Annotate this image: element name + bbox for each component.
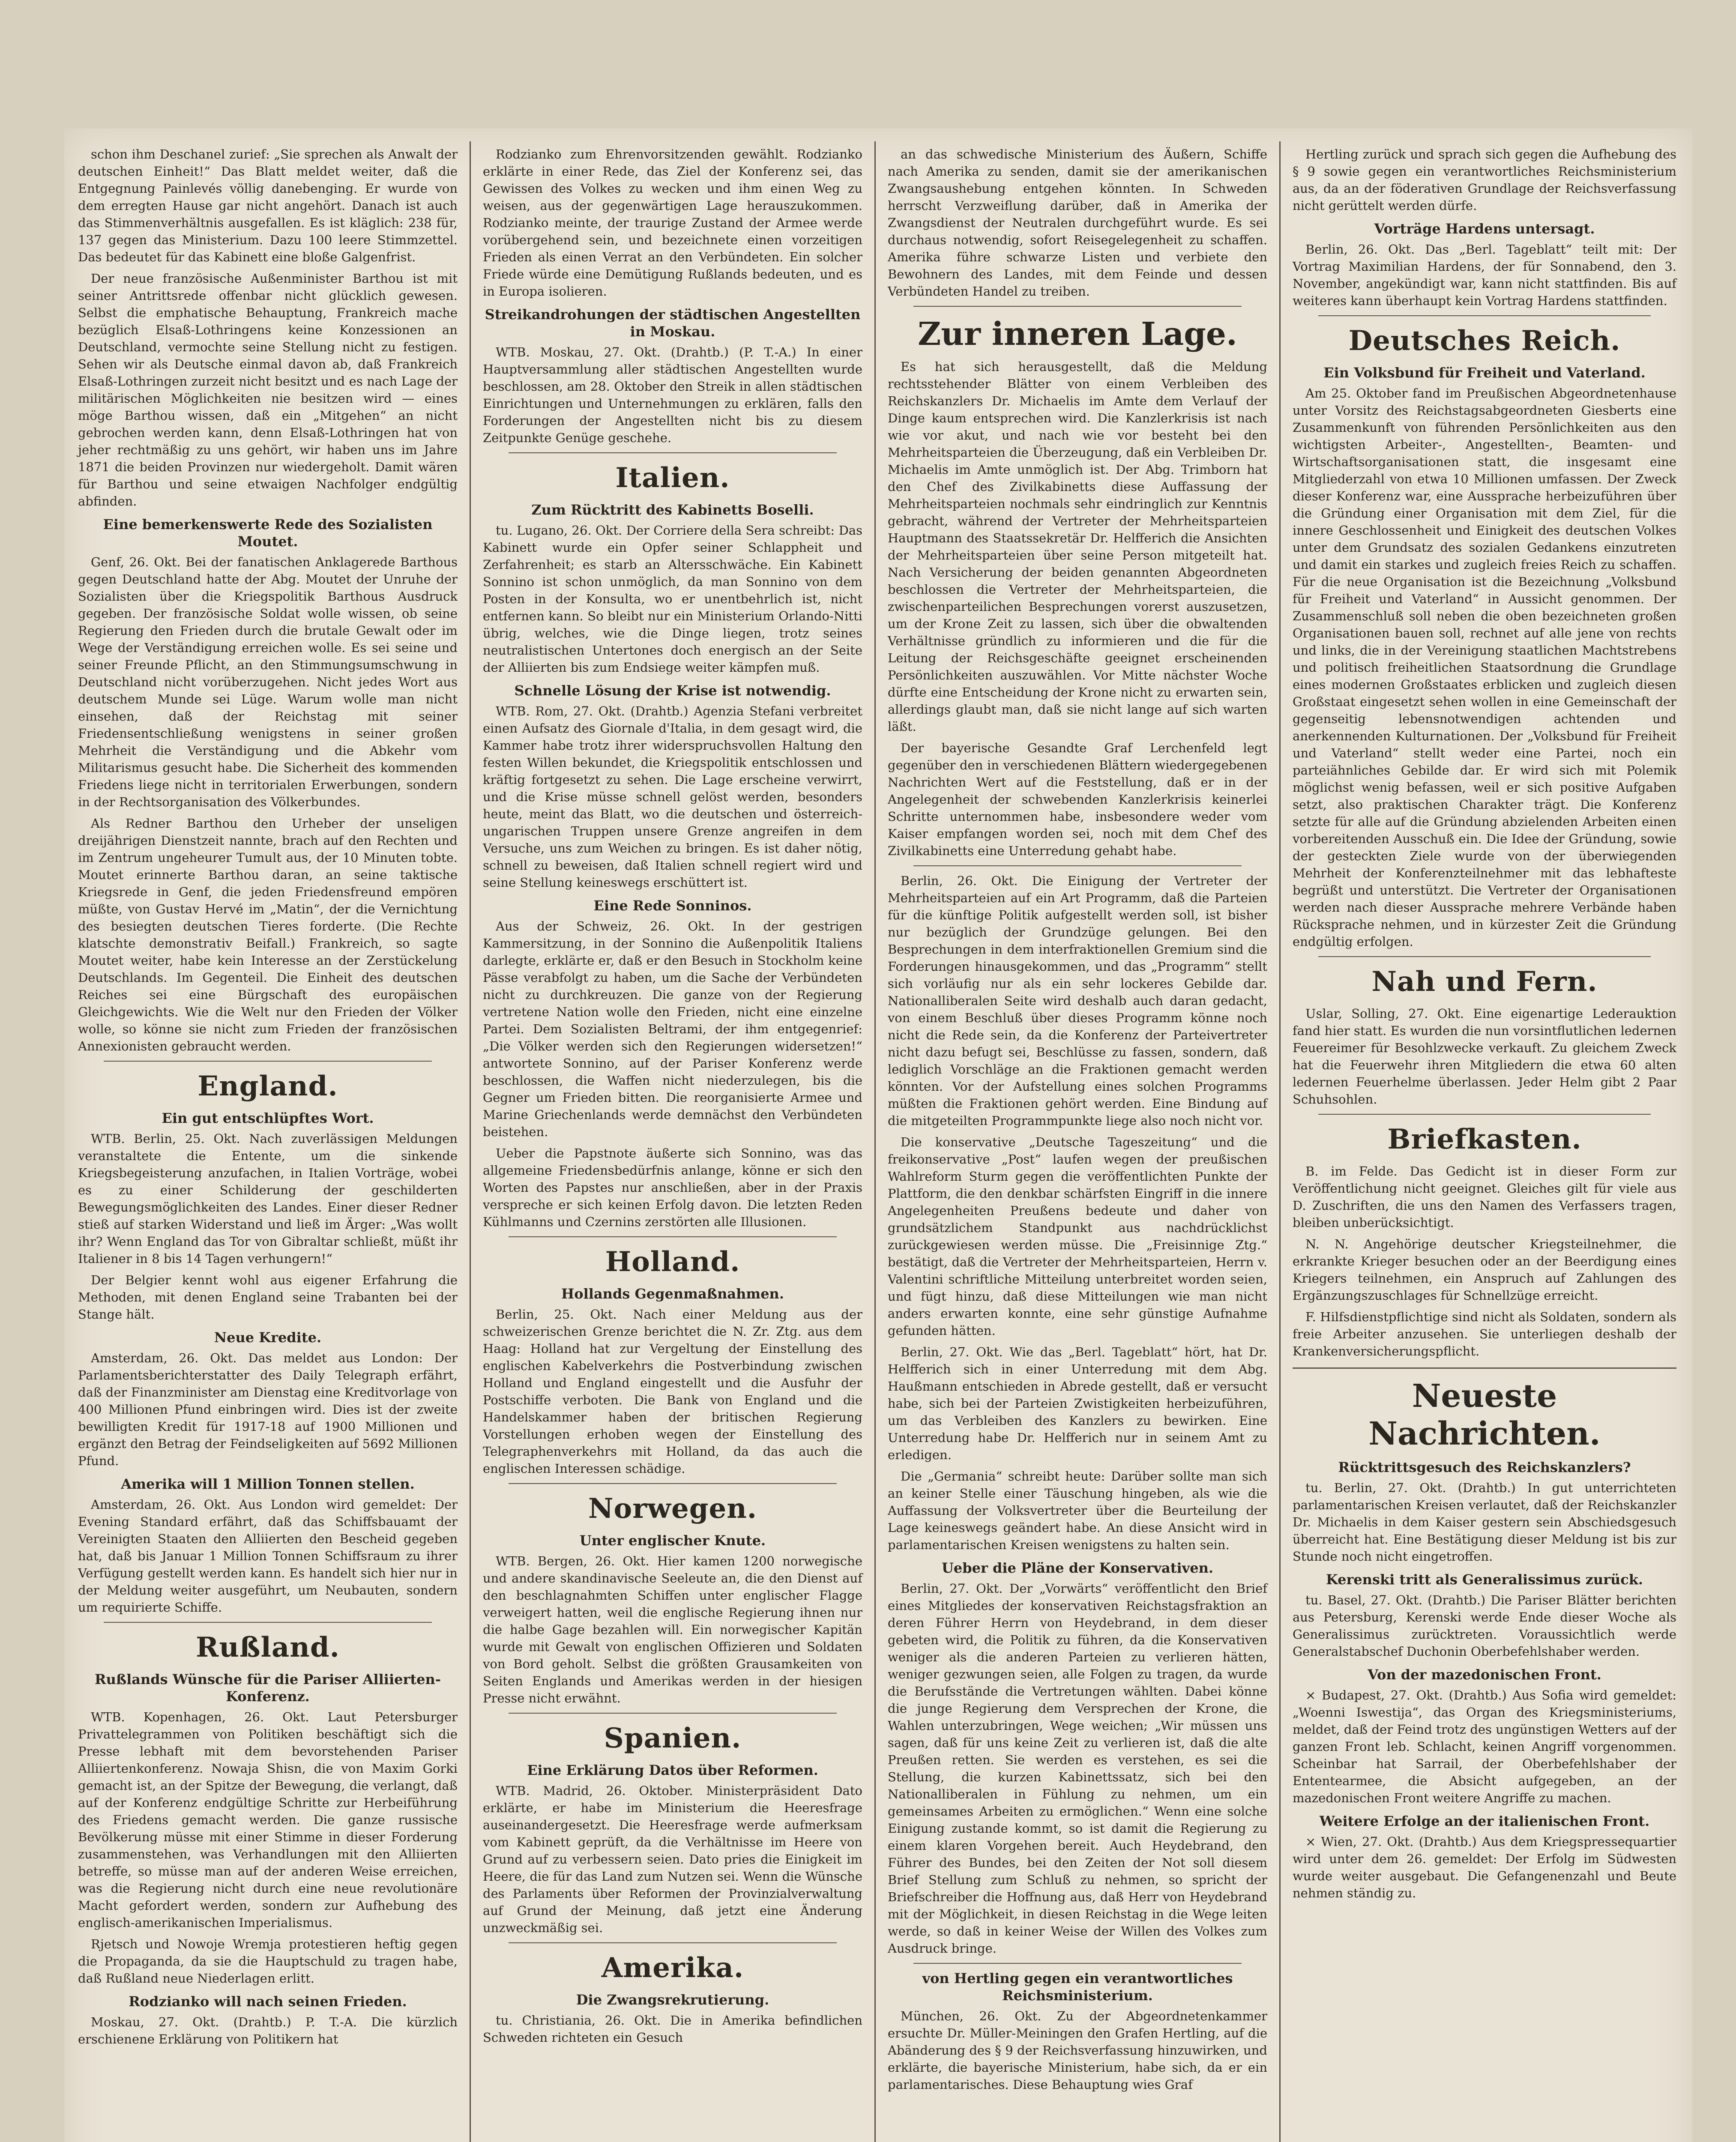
article-paragraph: tu. Lugano, 26. Okt. Der Corriere della Sera schreibt: Das Kabinett wurde ein Opfer seiner Schlappheit und Zerfahrenheit; es starb an Altersschwäche. Ein Kabinett Sonnino ist schon unmöglich, da man Sonnino von dem Posten in der Konsulta, wo er unentbehrlich ist, nicht entfernen kann. So bleibt nur ein Ministerium Orlando-Nitti übrig, welches, wie die Dinge liegen, trotz seines neutralistischen Untertones doch energisch an der Seite der Alliierten bis zum Endsiege weiter kämpfen muß. — [483, 523, 862, 675]
section-heading: Holland. — [605, 1246, 740, 1278]
article-paragraph: Berlin, 27. Okt. Der „Vorwärts“ veröffentlicht den Brief eines Mitgliedes der konservativen Reichstagsfraktion an deren Führer Herrn von Heydebrand, in dem dieser gebeten wird, die Politik zu führen, da die Konservativen weniger als die anderen Parteien zu verlieren hätten, weniger gezwungen seien, alle Folgen zu tragen, da wurde die Berufsstände die Vertretungen wählten. Dabei könne die junge Regierung dem Versprechen der Krone, die Wahlen unterzubringen, Wege weichen; „Wir müssen uns sagen, daß für uns keine Zeit zu verlieren ist, daß die alte Preußen retten. Sie werden es verstehen, es sei die Stellung, die kurzen Kabinettssatz, sich bei den Nationalliberalen in Fühlung zu nehmen, um ein gemeinsames Arbeiten zu ermöglichen.“ Wenn eine solche Einigung zustande kommt, so ist damit die Regierung zu einem klaren Vorgehen bereit. Auch Heydebrand, den Führer des Bundes, bei den Zeiten der Not soll diesem Brief Stellung zum Schluß zu nehmen, so spricht der Briefschreiber die Hoffnung aus, daß Herr von Heydebrand mit der Möglichkeit, in diesen Reichstag in die Wege leiten werde, so daß in keiner Weise der Willen des Volkes zum Ausdruck bringe. — [888, 1581, 1267, 1956]
article-paragraph: Uslar, Solling, 27. Okt. Eine eigenartige Lederauktion fand hier statt. Es wurden die nun vorsintflutlichen ledernen Feuereimer für Besohlzwecke verkauft. Zu gleichem Zweck hat die Feuerwehr ihren Mitgliedern die etwa 60 alten ledernen Feuerhelme überlassen. Jeder Helm gibt 2 Paar Schuhsohlen. — [1293, 1006, 1676, 1107]
article-paragraph: Der bayerische Gesandte Graf Lerchenfeld legt gegenüber den in verschiedenen Blättern wiedergegebenen Nachrichten Wert auf die Feststellung, daß er in der Angelegenheit der schwebenden Kanzlerkrisis keinerlei Schritte unternommen habe, insbesondere weder vom Kaiser empfangen worden sei, noch mit dem Chef des Zivilkabinetts eine Unterredung gehabt habe. — [888, 741, 1267, 858]
article-paragraph: F. Hilfsdienstpflichtige sind nicht als Soldaten, sondern als freie Arbeiter anzusehen. Sie unterliegen deshalb der Krankenversicherungspflicht. — [1293, 1310, 1676, 1358]
article-subheading: Streikandrohungen der städtischen Angestellten in Moskau. — [485, 306, 861, 340]
section-heading: Italien. — [615, 462, 730, 494]
article-paragraph: WTB. Kopenhagen, 26. Okt. Laut Petersburger Privattelegrammen von Politiken beschäftigt sich die Presse lebhaft mit dem bevorstehenden Pariser Alliiertenkonferenz. Nowaja Shisn, die von Maxim Gorki gemacht ist, an der Spitze der Bewegung, die verlangt, daß auf der Konferenz endgültige Schritte zur Herbeiführung des Friedens gemacht werden. Die ganze russische Bevölkerung müsse mit einer Stimme in dieser Forderung zusammenstehen, was Verhandlungen mit den Alliierten betreffe, so müsse man auf der anderen Weise erreichen, was die Regierung nicht durch eine neue revolutionäre Macht gefordert werden, sondern zur Aufhebung des englisch-amerikanischen Imperialismus. — [78, 1710, 458, 1930]
article-paragraph: WTB. Rom, 27. Okt. (Drahtb.) Agenzia Stefani verbreitet einen Aufsatz des Giornale d'Italia, in dem gesagt wird, die Kammer habe trotz ihrer widerspruchsvollen Haltung den festen Willen bekundet, die Kriegspolitik entschlossen und kräftig fortgesetzt zu sehen. Die Lage erscheine verwirrt, und die Krise müsse schnell gelöst werden, besonders heute, meint das Blatt, wo die deutschen und österreich-ungarischen Truppen unsere Grenze angreifen in dem Versuche, uns zum Weichen zu bringen. Es ist daher nötig, schnell zu beweisen, daß Italien schnell regiert wird und seine Stellung keineswegs erschüttert ist. — [483, 704, 862, 890]
article-paragraph: Moskau, 27. Okt. (Drahtb.) P. T.-A. Die kürzlich erschienene Erklärung von Politikern hat — [78, 2015, 458, 2046]
article-subheading: Rußlands Wünsche für die Pariser Alliierten-Konferenz. — [94, 1671, 441, 1705]
article-paragraph: an das schwedische Ministerium des Äußern, Schiffe nach Amerika zu senden, damit sie der amerikanischen Zwangsaushebung entgehen könnten. In Schweden herrscht Verzweiflung darüber, daß in Amerika der Zwangsdienst der Neutralen durchgeführt wurde. Es sei durchaus notwendig, sofort Reisegelegenheit zu schaffen. Amerika führe schwarze Listen und verbiete den Bewohnern des Landes, mit dem Feinde und dessen Verbündeten Handel zu treiben. — [888, 147, 1267, 299]
section-divider — [104, 1622, 432, 1623]
article-paragraph: Hertling zurück und sprach sich gegen die Aufhebung des § 9 sowie gegen ein verantwortliches Reichsministerium aus, da an der föderativen Grundlage der Reichsverfassung nicht gerüttelt werden dürfe. — [1293, 147, 1676, 213]
article-paragraph: Berlin, 27. Okt. Wie das „Berl. Tageblatt“ hört, hat Dr. Helfferich sich in einer Unterredung mit dem Abg. Haußmann entschieden in Abrede gestellt, daß er versucht habe, sich bei der Parteien Zwistigkeiten herbeizuführen, um das Verbleiben des Kanzlers zu bewirken. Eine Unterredung habe Dr. Helfferich nur in seinem Amt zu erledigen. — [888, 1345, 1267, 1462]
article-paragraph: WTB. Moskau, 27. Okt. (Drahtb.) (P. T.-A.) In einer Hauptversammlung aller städtischen Angestellten wurde beschlossen, am 28. Oktober den Streik in allen städtischen Einrichtungen und Unternehmungen zu erklären, falls den Forderungen der Angestellten nicht bis zu diesem Zeitpunkte Genüge geschehe. — [483, 345, 862, 445]
article-paragraph: Genf, 26. Okt. Bei der fanatischen Anklagerede Barthous gegen Deutschland hatte der Abg. Moutet der Unruhe der Sozialisten über die Kriegspolitik Barthous Ausdruck gegeben. Der französische Soldat wolle wissen, ob seine Regierung den Frieden durch die brutale Gewalt oder im Wege der Verständigung erreichen wolle. Es sei seine und seiner Freunde Pflicht, an den Stimmungsumschwung in Deutschland nicht vorüberzugehen. Nicht jedes Wort aus deutschem Munde sei Lüge. Warum wolle man nicht einsehen, daß der Reichstag mit seiner Friedensentschließung wenigstens in seiner großen Mehrheit die Verständigung und die Abkehr vom Militarismus gesucht habe. Die Sicherheit des kommenden Friedens liege nicht in territorialen Erwerbungen, sondern in der Rechtsorganisation des Völkerbundes. — [78, 555, 458, 809]
article-paragraph: Berlin, 26. Okt. Das „Berl. Tageblatt“ teilt mit: Der Vortrag Maximilian Hardens, der für Sonnabend, den 3. November, angekündigt war, kann nicht stattfinden. Bis auf weiteres kann überhaupt kein Vortrag Hardens stattfinden. — [1293, 242, 1676, 308]
newspaper-page — [64, 129, 1692, 2142]
article-subheading: Neue Kredite. — [214, 1329, 322, 1346]
section-divider — [509, 1483, 837, 1484]
section-heading: Amerika. — [601, 1952, 744, 1984]
column-1 — [69, 146, 467, 2142]
article-subheading: Unter englischer Knute. — [579, 1532, 766, 1549]
article-paragraph: schon ihm Deschanel zurief: „Sie sprechen als Anwalt der deutschen Einheit!“ Das Blatt meldet weiter, daß die Entgegnung Painlevés völlig danebenging. Er wurde von dem erregten Hause gar nicht angehört. Danach ist auch das Stimmenverhältnis ausgefallen. Es ist kläglich: 238 für, 137 gegen das Ministerium. Dazu 100 leere Stimmzettel. Das bedeutet für das Kabinett eine bloße Galgenfrist. — [78, 147, 458, 264]
article-paragraph: Rjetsch und Nowoje Wremja protestieren heftig gegen die Propaganda, da sie die Hauptschuld zu tragen habe, daß Rußland neue Niederlagen erlitt. — [78, 1937, 458, 1986]
article-subheading: Rücktrittsgesuch des Reichskanzlers? — [1338, 1459, 1631, 1475]
section-divider — [913, 306, 1242, 307]
article-paragraph: Berlin, 25. Okt. Nach einer Meldung aus der schweizerischen Grenze berichtet die N. Zr. Ztg. aus dem Haag: Holland hat zur Vergeltung der Einstellung des englischen Kabelverkehrs die Postverbindung zwischen Holland und England eingestellt und die Ausfuhr der Postschiffe verboten. Die Bank von England und die Handelskammer haben der britischen Regierung Vorstellungen erhoben wegen der Einstellung des Telegraphenverkehrs mit Holland, da das auch die englischen Interessen schädige. — [483, 1307, 862, 1476]
article-paragraph: Am 25. Oktober fand im Preußischen Abgeordnetenhause unter Vorsitz des Reichstagsabgeordneten Giesberts eine Zusammenkunft von führenden Persönlichkeiten aus den wichtigsten Arbeiter-, Angestellten-, Beamten- und Wirtschaftsorganisationen statt, die insgesamt eine Mitgliederzahl von etwa 10 Millionen umfassen. Der Zweck dieser Konferenz war, eine Aussprache herbeizuführen über die Gründung einer Organisation mit dem Ziel, für die innere Geschlossenheit und Einigkeit des deutschen Volkes unter dem Grundsatz des sozialen Gedankens einzutreten und damit ein starkes und zugleich freies Reich zu schaffen. Für die neue Organisation ist die Bezeichnung „Volksbund für Freiheit und Vaterland“ in Aussicht genommen. Der Zusammenschluß soll neben die oben bezeichneten großen Organisationen bauen soll, rechnet auf alle jene von rechts und links, die in der Vereinigung staatlichen Machtstrebens und politisch freiheitlichen Staatsordnung die Grundlage eines modernen Großstaates erblicken und zugleich diesen Großstaat eingesetzt sehen wollen in eine Gemeinschaft der gegenseitig lebensnotwendigen achtenden und anerkennenden Kulturnationen. Der „Volksbund für Freiheit und Vaterland“ stellt weder eine Partei, noch ein parteiähnliches Gebilde dar. Er wird sich mit Polemik möglichst wenig befassen, weil er sich positive Aufgaben setzt, also praktischen Charakter trägt. Die Konferenz setzte für alle auf die Gründung abzielenden Arbeiten einen vorbereitenden Ausschuß ein. Die Idee der Gründung, sowie der gesteckten Ziele wurde von der überwiegenden Mehrheit der Konferenzteilnehmer mit das lebhafteste begrüßt und unterstützt. Die Vertreter der Organisationen werden nach dieser Aussprache mehrere Verbände haben Rücksprache nehmen, und in kürzester Zeit die Gründung endgültig erfolgen. — [1293, 386, 1676, 949]
article-paragraph: Die „Germania“ schreibt heute: Darüber sollte man sich an keiner Stelle einer Täuschung hingeben, als wie die Auffassung der Volksvertreter über die Beurteilung der Lage keineswegs geändert habe. An diese Ansicht wird in parlamentarischen Kreisen wenigstens zu halten sein. — [888, 1469, 1267, 1552]
article-subheading: Vorträge Hardens untersagt. — [1374, 221, 1595, 237]
article-paragraph: WTB. Bergen, 26. Okt. Hier kamen 1200 norwegische und andere skandinavische Seeleute an, die den Dienst auf den beschlagnahmten Schiffen unter englischer Flagge verweigert hatten, weil die englische Regierung ihnen nur die halbe Gage bezahlen will. Ein norwegischer Kapitän wurde mit Gewalt von englischen Offizieren und Soldaten von Bord geholt. Selbst die größten Grausamkeiten von Seiten Englands und Amerikas werden in der hiesigen Presse nicht erwähnt. — [483, 1554, 862, 1705]
section-divider — [1293, 1367, 1676, 1369]
article-subheading: Ein Volksbund für Freiheit und Vaterland. — [1323, 365, 1646, 381]
article-subheading: Ein gut entschlüpftes Wort. — [162, 1110, 374, 1126]
article-paragraph: Der neue französische Außenminister Barthou ist mit seiner Antrittsrede offenbar nicht glücklich gewesen. Selbst die emphatische Behauptung, Frankreich mache bezüglich Elsaß-Lothringens keine Konzessionen an Deutschland, vermochte seine Stellung nicht zu festigen. Sehen wir als Deutsche einmal davon ab, daß Frankreich Elsaß-Lothringen zurzeit nicht besitzt und es nach Lage der militärischen Möglichkeiten nie besitzen wird — eines möge Barthou wissen, daß ein „Mitgehen“ an nicht gebrochen werden kann, denn Elsaß-Lothringen hat von jeher rechtmäßig zu uns gehört, wir haben uns im Jahre 1871 die beiden Provinzen nur wiedergeholt. Damit wären für Barthou und seine etwaigen Nachfolger endgültig abfinden. — [78, 271, 458, 509]
section-heading: Briefkasten. — [1387, 1123, 1582, 1155]
section-heading: England. — [198, 1070, 338, 1102]
article-paragraph: Es hat sich herausgestellt, daß die Meldung rechtsstehender Blätter von einem Verbleiben des Reichskanzlers Dr. Michaelis im Amte dem Verlauf der Dinge kaum entsprechen wird. Die Kanzlerkrisis ist nach wie vor akut, und nach wie vor besteht bei den Mehrheitsparteien die Überzeugung, daß ein Verbleiben Dr. Michaelis im Amte unmöglich ist. Der Abg. Trimborn hat den Chef des Zivilkabinetts diese Auffassung der Mehrheitsparteien nochmals sehr eindringlich zur Kenntnis gebracht, während der Vertreter der Mehrheitsparteien Hauptmann des Staatssekretär Dr. Helfferich die Ansichten der Mehrheitsparteien über seine Person mitgeteilt hat. Nach Versicherung der beiden genannten Abgeordneten beschlossen die Vertreter der Mehrheitsparteien, die zwischenparteilichen Besprechungen vorerst auszusetzen, um der Krone Zeit zu lassen, sich über die obwaltenden Verhältnisse gründlich zu informieren und die für die Leitung der Reichsgeschäfte geeignet erscheinenden Persönlichkeiten auszuwählen. Vor Mitte nächster Woche dürfte eine Entscheidung der Krone nicht zu erwarten sein, allerdings glaubt man, daß sie nicht lange auf sich warten läßt. — [888, 359, 1267, 734]
section-divider — [509, 1713, 837, 1714]
article-paragraph: Rodzianko zum Ehrenvorsitzenden gewählt. Rodzianko erklärte in einer Rede, das Ziel der Konferenz sei, das Gewissen des Volkes zu wecken und ihm einen Weg zu weisen, aus der gegenwärtigen Lage herauszukommen. Rodzianko meinte, der traurige Zustand der Armee werde vorübergehend sein, und bezeichnete einen vorzeitigen Frieden als einen Verrat an den Verbündeten. Ein solcher Friede würde eine Demütigung Rußlands bedeuten, und es in Europa isolieren. — [483, 147, 862, 299]
article-subheading: Zum Rücktritt des Kabinetts Boselli. — [531, 502, 814, 518]
article-paragraph: Aus der Schweiz, 26. Okt. In der gestrigen Kammersitzung, in der Sonnino die Außenpolitik Italiens darlegte, erklärte er, daß er den Besuch in Stockholm keine Pässe verabfolgt zu haben, um die Sache der Verbündeten nicht zu durchkreuzen. Die ganze von der Regierung vertretene Nation wolle den Frieden, nicht eine einzelne Partei. Dem Sozialisten Beltrami, der ihm entgegenrief: „Die Völker werden sich den Regierungen widersetzen!“ antwortete Sonnino, auf der Pariser Konferenz werde beschlossen, die Waffen nicht niederzulegen, bis die Gegner um Frieden bitten. Die reorganisierte Armee und Marine Griechenlands werde demnächst den Verbündeten beistehen. — [483, 919, 862, 1139]
article-subheading: Schnelle Lösung der Krise ist notwendig. — [514, 682, 831, 699]
section-heading: Spanien. — [604, 1722, 742, 1754]
article-subheading: Hollands Gegenmaßnahmen. — [561, 1286, 784, 1302]
article-paragraph: tu. Christiania, 26. Okt. Die in Amerika befindlichen Schweden richteten ein Gesuch — [483, 2013, 862, 2045]
section-divider — [1318, 956, 1651, 957]
article-paragraph: B. im Felde. Das Gedicht ist in dieser Form zur Veröffentlichung nicht geeignet. Gleiches gilt für viele aus D. Zuschriften, die uns den Namen des Verfassers tragen, bleiben unberücksichtigt. — [1293, 1164, 1676, 1230]
article-subheading: Eine bemerkenswerte Rede des Sozialisten Moutet. — [103, 516, 433, 550]
article-paragraph: Ueber die Papstnote äußerte sich Sonnino, was das allgemeine Friedensbedürfnis anlange, könne er sich den Worten des Papstes nur anschließen, aber in der Praxis verspreche er sich keinen Erfolg davon. Die letzten Reden Kühlmanns und Czernins zerstörten alle Illusionen. — [483, 1146, 862, 1229]
column-rule-1 — [470, 141, 471, 2142]
article-subheading: Weitere Erfolge an der italienischen Front. — [1319, 1813, 1650, 1829]
article-paragraph: WTB. Madrid, 26. Oktober. Ministerpräsident Dato erklärte, er habe im Ministerium die Heeresfrage auseinandergesetzt. Die Heeresfrage werde aufmerksam vom Kabinett geprüft, da die Verhältnisse im Heere von Grund auf zu verbessern seien. Dato pries die Einigkeit im Heere, die für das Land zum Nutzen sei. Wenn die Wünsche des Parlaments über Reformen der Provinzialverwaltung auf Grund der Meinung, daß jetzt eine Änderung unzweckmäßig sei. — [483, 1783, 862, 1935]
article-subheading: Ueber die Pläne der Konservativen. — [941, 1560, 1214, 1576]
article-paragraph: Die konservative „Deutsche Tageszeitung“ und die freikonservative „Post“ laufen wegen der preußischen Wahlreform Sturm gegen die veröffentlichten Punkte der Plattform, die den denkbar schärfsten Eingriff in die innere Angelegenheiten Preußens bedeute und daher von grundsätzlichem Standpunkt aus nachdrücklichst zurückgewiesen werden müsse. Die „Freisinnige Ztg.“ bestätigt, daß die Vertreter der Mehrheitsparteien, Herrn v. Valentini schriftliche Mitteilung unterbreitet worden seien, und fügt hinzu, daß diese Mitteilungen wie man nicht anders erwarten konnte, eine sehr günstige Aufnahme gefunden hätten. — [888, 1135, 1267, 1338]
section-divider — [913, 1963, 1242, 1964]
column-3 — [878, 146, 1277, 2142]
article-paragraph: tu. Berlin, 27. Okt. (Drahtb.) In gut unterrichteten parlamentarischen Kreisen verlautet, daß der Reichskanzler Dr. Michaelis in dem Kaiser gestern sein Abschiedsgesuch überreicht hat. Eine Bestätigung dieser Meldung ist bis zur Stunde noch nicht eingetroffen. — [1293, 1481, 1676, 1564]
article-subheading: Amerika will 1 Million Tonnen stellen. — [121, 1476, 415, 1492]
section-divider — [104, 1061, 432, 1062]
column-2 — [473, 146, 872, 2142]
section-heading: Norwegen. — [588, 1493, 757, 1525]
section-heading: Rußland. — [196, 1631, 340, 1663]
article-paragraph: tu. Basel, 27. Okt. (Drahtb.) Die Pariser Blätter berichten aus Petersburg, Kerenski werde Ende dieser Woche als Generalissimus zurücktreten. Voraussichtlich werde Generalstabschef Duchonin Oberbefehlshaber werden. — [1293, 1593, 1676, 1659]
article-paragraph: × Wien, 27. Okt. (Drahtb.) Aus dem Kriegspressequartier wird unter dem 26. gemeldet: Der Erfolg im Südwesten wurde weiter ausgebaut. Die Gefangenenzahl und Beute nehmen ständig zu. — [1293, 1834, 1676, 1900]
column-rule-2 — [874, 141, 876, 2142]
article-subheading: von Hertling gegen ein verantwortliches Reichsministerium. — [922, 1970, 1233, 2004]
article-subheading: Von der mazedonischen Front. — [1368, 1666, 1601, 1683]
section-divider — [509, 1942, 837, 1943]
article-paragraph: Als Redner Barthou den Urheber der unseligen dreijährigen Dienstzeit nannte, brach auf den Rechten und im Zentrum ungeheurer Tumult aus, der 10 Minuten tobte. Moutet erinnerte Barthou daran, an seine taktische Kriegsrede in Genf, die jeden Friedensfreund empören müßte, von Gustav Hervé im „Matin“, der die Vernichtung des besiegten deutschen Tieres forderte. (Die Rechte klatschte demonstrativ Beifall.) Frankreich, so sagte Moutet weiter, habe kein Interesse an der Zerstückelung Deutschlands. Im Gegenteil. Die Einheit des deutschen Reiches sei eine Bürgschaft des europäischen Gleichgewichts. Wie die Welt nur den Frieden der Völker wolle, so könne sie nicht zum Frieden der französischen Annexionisten gebraucht werden. — [78, 816, 458, 1053]
article-paragraph: WTB. Berlin, 25. Okt. Nach zuverlässigen Meldungen veranstaltete die Entente, um die sinkende Kriegsbegeisterung anzufachen, in Italien Vorträge, wobei es zu einer Schilderung der geschilderten Bewegungsmöglichkeiten des Landes. Einer dieser Redner stieß auf starken Widerstand und ließ im Ärger: „Was wollt ihr? Wenn England das Tor von Gibraltar schließt, müßt ihr Italiener in 8 bis 14 Tagen verhungern!“ — [78, 1131, 458, 1266]
section-heading: Neueste Nachrichten. — [1368, 1378, 1601, 1452]
section-divider — [509, 1236, 837, 1237]
section-divider — [509, 452, 837, 453]
article-paragraph: Amsterdam, 26. Okt. Aus London wird gemeldet: Der Evening Standard erfährt, daß das Schiffsbauamt der Vereinigten Staaten den Alliierten den Bescheid gegeben hat, daß bis Januar 1 Million Tonnen Schiffsraum zu ihrer Verfügung gestellt werden kann. Es handelt sich hier nur in der Meldung weiter ausgeführt, um Neubauten, sondern um requirierte Schiffe. — [78, 1497, 458, 1615]
article-subheading: Rodzianko will nach seinen Frieden. — [129, 1993, 407, 2010]
section-divider — [1318, 315, 1651, 316]
section-divider — [913, 865, 1242, 866]
article-subheading: Eine Rede Sonninos. — [593, 897, 752, 914]
section-heading: Deutsches Reich. — [1348, 325, 1621, 357]
article-paragraph: Der Belgier kennt wohl aus eigener Erfahrung die Methoden, mit denen England seine Trabanten bei der Stange hält. — [78, 1273, 458, 1322]
article-paragraph: Amsterdam, 26. Okt. Das meldet aus London: Der Parlamentsberichterstatter des Daily Telegraph erfährt, daß der Finanzminister am Dienstag eine Kreditvorlage von 400 Millionen Pfund einbringen wird. Dies ist der zweite bewilligten Kredit für 1917-18 auf 1900 Millionen und ergänzt den Betrag der Feindseligkeiten auf 5692 Millionen Pfund. — [78, 1351, 458, 1468]
article-paragraph: × Budapest, 27. Okt. (Drahtb.) Aus Sofia wird gemeldet: „Woenni Iswestija“, das Organ des Kriegsministeriums, meldet, daß der Feind trotz des ungünstigen Wetters auf der ganzen Front leb. Schlacht, keinen Angriff vorgenommen. Scheinbar hat Sarrail, der Oberbefehlshaber der Ententearmee, die Absicht aufgegeben, an der mazedonischen Front weitere Angriffe zu machen. — [1293, 1688, 1676, 1805]
section-heading: Zur inneren Lage. — [918, 316, 1237, 353]
article-paragraph: N. N. Angehörige deutscher Kriegsteilnehmer, die erkrankte Krieger besuchen oder an der Beerdigung eines Kriegers teilnehmen, ein Anspruch auf Zahlungen des Ergänzungszuschlages für Schnellzüge erreicht. — [1293, 1237, 1676, 1303]
column-4 — [1283, 146, 1686, 2142]
section-heading: Nah und Fern. — [1371, 966, 1598, 998]
article-subheading: Eine Erklärung Datos über Reformen. — [527, 1762, 818, 1778]
article-paragraph: Berlin, 26. Okt. Die Einigung der Vertreter der Mehrheitsparteien auf ein Art Programm, daß die Parteien für die künftige Politik aufgestellt werden soll, ist bisher nur bezüglich der Grundzüge gelungen. Bei den Besprechungen in dem interfraktionellen Gremium sind die Forderungen hinausgekommen, und das „Programm“ stellt sich vorläufig nur als ein sehr lockeres Gebilde dar. Nationalliberalen Seite wird deshalb auch daran gedacht, von einem Beschluß über dieses Programm könne noch nicht die Rede sein, da die Konferenz der Parteivertreter nicht dazu befugt sei, Beschlüsse zu fassen, sondern, daß lediglich Vorschläge an die Fraktionen gemacht werden könnten. Vor der Aufstellung eines solchen Programms müßten die Fraktionen gehört werden. Eine Bindung auf die mitgeteilten Programmpunkte liege also noch nicht vor. — [888, 874, 1267, 1128]
article-subheading: Kerenski tritt als Generalissimus zurück. — [1326, 1571, 1643, 1588]
article-paragraph: München, 26. Okt. Zu der Abgeordnetenkammer ersuchte Dr. Müller-Meiningen den Grafen Hertling, auf die Abänderung des § 9 der Reichsverfassung hinzuwirken, und erklärte, die bayerische Ministerium, habe sich, da er ein parlamentarisches. Diese Behauptung wies Graf — [888, 2009, 1267, 2092]
article-subheading: Die Zwangsrekrutierung. — [576, 1992, 769, 2008]
section-divider — [1318, 1114, 1651, 1115]
column-rule-3 — [1279, 141, 1281, 2142]
